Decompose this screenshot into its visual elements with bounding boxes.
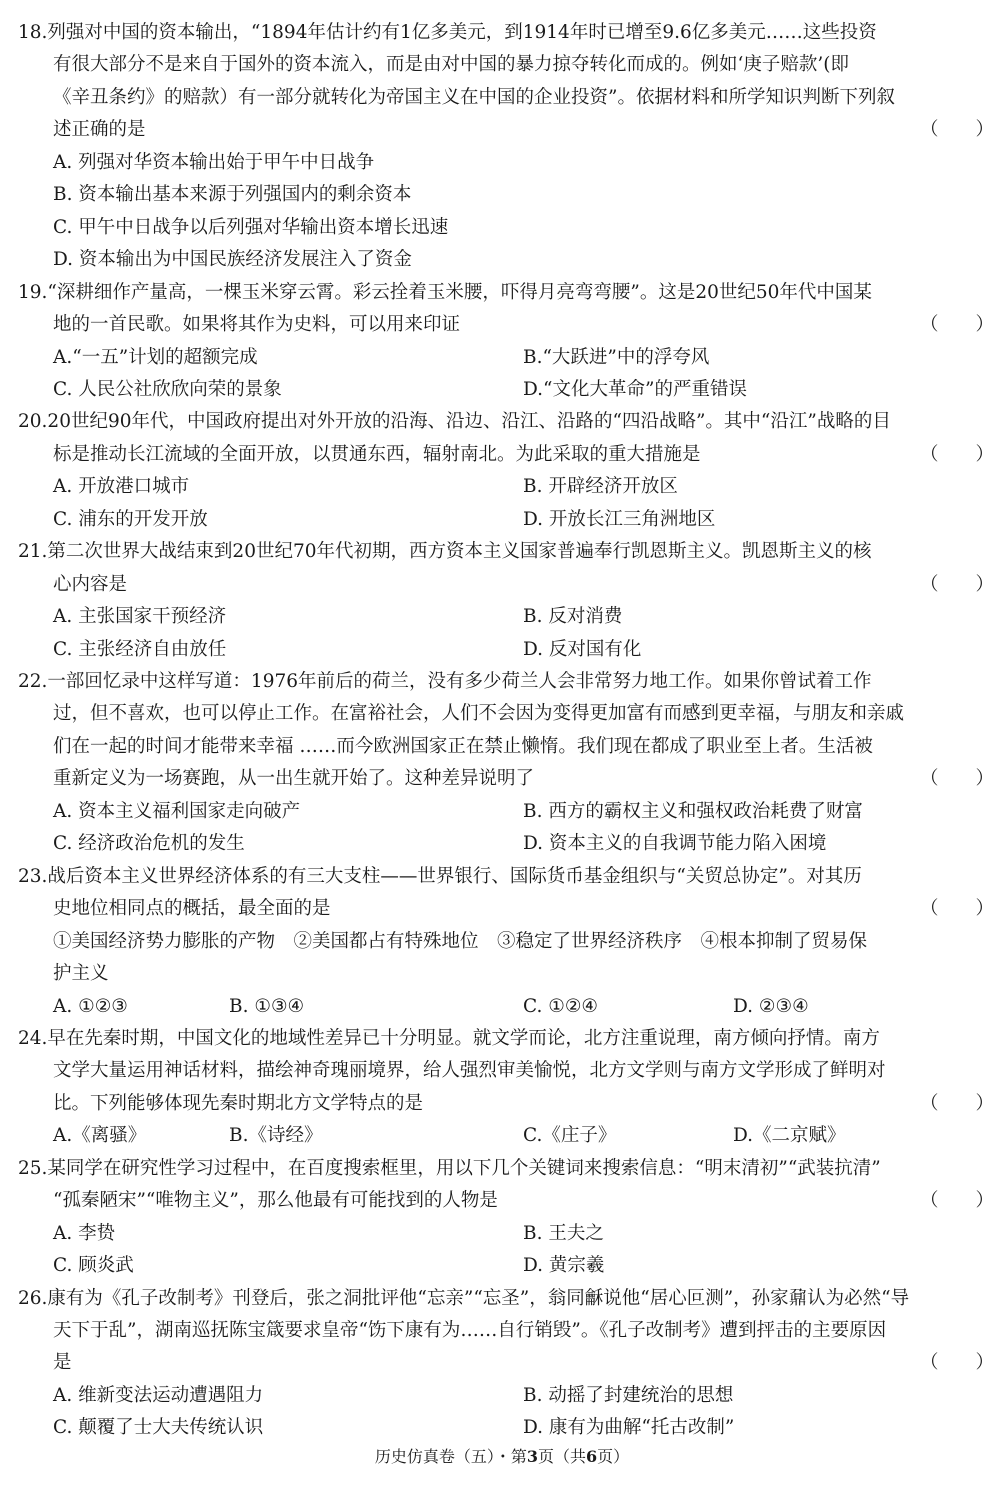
question-26-stem-line (53, 1315, 986, 1347)
option-D: D.“文化大革命”的严重错误 (523, 378, 747, 400)
question-stem-text: 一部回忆录中这样写道：1976年前后的荷兰，没有多少荷兰人会非常努力地工作。如果你曾试着工作 (47, 671, 872, 692)
option-A: A. 列强对华资本输出始于甲午中日战争 (53, 151, 375, 173)
option-C: C. 甲午中日战争以后列强对华输出资本增长迅速 (53, 216, 449, 238)
answer-paren: （ ） (920, 119, 995, 141)
question-stem-text: 有很大部分不是来自于国外的资本流入，而是由对中国的暴力掠夺转化而成的。例如‘庚子赔款’(即 (53, 54, 849, 76)
question-number: 22. (18, 671, 48, 692)
question-stem-text: 20世纪90年代，中国政府提出对外开放的沿海、沿边、沿江、沿路的“四沿战略”。其中“沿江”战略的目 (47, 411, 891, 433)
option-A: A.“一五”计划的超额完成 (53, 346, 258, 368)
question-stem-text: 地的一首民歌。如果将其作为史料，可以用来印证 (53, 314, 461, 336)
question-24-stem-line (53, 1088, 995, 1120)
options-row (53, 1380, 986, 1412)
question-23-stem-line (18, 861, 986, 893)
question-stem-text: 某同学在研究性学习过程中，在百度搜索框里，用以下几个关键词来搜索信息：“明末清初”“武装抗清” (47, 1157, 881, 1179)
options-row (53, 991, 986, 1023)
footer-page-number: 3 (526, 1447, 538, 1466)
question-25-stem-line (53, 1185, 995, 1217)
option-C: C. 颠覆了士大夫传统认识 (53, 1417, 264, 1439)
option-C: C. 浦东的开发开放 (53, 508, 208, 530)
question-number: 25. (18, 1157, 48, 1179)
question-21-stem-line (53, 569, 995, 601)
question-18-stem-line (53, 82, 986, 114)
option-D: D. 黄宗羲 (523, 1255, 605, 1277)
question-stem-text: “孤秦陋宋”“唯物主义”，那么他最有可能找到的人物是 (53, 1190, 498, 1212)
question-stem-text: 比。下列能够体现先秦时期北方文学特点的是 (53, 1092, 424, 1114)
question-stem-text: 第二次世界大战结束到20世纪70年代初期，西方资本主义国家普遍奉行凯恩斯主义。凯恩斯主义的核 (47, 541, 872, 563)
question-stem-text: 心内容是 (53, 573, 128, 595)
option-C: C. 主张经济自由放任 (53, 638, 227, 660)
option-D: D. 资本输出为中国民族经济发展注入了资金 (53, 249, 412, 271)
options-row (53, 504, 986, 536)
question-24-stem-line (18, 1023, 986, 1055)
option-C: C. ①②④ (523, 995, 599, 1017)
question-stem-text: 康有为《孔子改制考》刊登后，张之洞批评他“忘亲”“忘圣”，翁同龢说他“居心叵测”，孙家鼐认为必然“导 (47, 1287, 910, 1309)
option-B: B. 资本输出基本来源于列强国内的剩余资本 (53, 184, 412, 206)
answer-paren: （ ） (920, 443, 995, 465)
question-26-stem-line (18, 1283, 986, 1315)
question-number: 21. (18, 541, 48, 563)
options-row (53, 1120, 986, 1152)
statement-text: 护主义 (53, 963, 109, 985)
question-25-stem-line (18, 1153, 986, 1185)
question-19-stem-line (18, 277, 986, 309)
options-row (53, 374, 986, 406)
answer-paren: （ ） (920, 314, 995, 336)
question-stem-text: “深耕细作产量高，一棵玉米穿云霄。彩云拴着玉米腰，吓得月亮弯弯腰”。这是20世纪50年代中国某 (47, 281, 872, 303)
statement-text: ①美国经济势力膨胀的产物 ②美国都占有特殊地位 ③稳定了世界经济秩序 ④根本抑制了贸易保 (53, 930, 868, 952)
options-row (53, 147, 986, 179)
options-row (53, 342, 986, 374)
question-20-stem-line (53, 439, 995, 471)
question-18-stem-line (53, 49, 986, 81)
option-C: C. 经济政治危机的发生 (53, 833, 245, 855)
question-stem-text: 是 (53, 1352, 72, 1374)
answer-paren: （ ） (920, 1092, 995, 1114)
question-number: 18. (18, 22, 48, 43)
question-20-stem-line (18, 406, 986, 438)
option-B: B.《诗经》 (229, 1125, 323, 1147)
question-stem-text: 重新定义为一场赛跑，从一出生就开始了。这种差异说明了 (53, 768, 535, 790)
footer-suffix: 页） (597, 1447, 630, 1466)
option-A: A. 维新变法运动遭遇阻力 (53, 1384, 264, 1406)
option-A: A. 资本主义福利国家走向破产 (53, 800, 301, 822)
question-number: 26. (18, 1287, 48, 1309)
footer-total-pages: 6 (586, 1447, 598, 1466)
option-B: B. 王夫之 (523, 1222, 604, 1244)
option-A: A. 主张国家干预经济 (53, 606, 227, 628)
question-stem-text: 标是推动长江流域的全面开放，以贯通东西，辐射南北。为此采取的重大措施是 (53, 443, 701, 465)
question-number: 20. (18, 411, 48, 433)
option-C: C.《庄子》 (523, 1125, 617, 1147)
option-A: A.《离骚》 (53, 1125, 147, 1147)
option-D: D. 康有为曲解“托古改制” (523, 1417, 735, 1439)
options-row (53, 471, 986, 503)
option-B: B.“大跃进”中的浮夸风 (523, 346, 710, 368)
footer-middle: 页（共 (537, 1447, 586, 1466)
question-18-stem-line (18, 17, 986, 49)
options-row (53, 244, 986, 276)
question-22-stem-line (53, 763, 995, 795)
question-21-stem-line (18, 536, 986, 568)
options-row (53, 828, 986, 860)
question-statement-line (53, 958, 986, 990)
options-row (53, 1218, 986, 1250)
question-statement-line (53, 926, 986, 958)
question-stem-text: 战后资本主义世界经济体系的有三大支柱——世界银行、国际货币基金组织与“关贸总协定”。对其历 (47, 865, 862, 887)
option-B: B. 反对消费 (523, 606, 623, 628)
question-23-stem-line (53, 893, 995, 925)
options-row (53, 1412, 986, 1444)
option-D: D.《二京赋》 (733, 1125, 846, 1147)
option-B: B. 西方的霸权主义和强权政治耗费了财富 (523, 800, 863, 822)
question-stem-text: 过，但不喜欢，也可以停止工作。在富裕社会，人们不会因为变得更加富有而感到更幸福，与朋友和亲戚 (53, 703, 905, 725)
question-19-stem-line (53, 309, 995, 341)
question-stem-text: 史地位相同点的概括，最全面的是 (53, 898, 331, 920)
option-A: A. ①②③ (53, 995, 128, 1017)
answer-paren: （ ） (920, 898, 995, 920)
question-stem-text: 文学大量运用神话材料，描绘神奇瑰丽境界，给人强烈审美愉悦，北方文学则与南方文学形成了鲜明对 (53, 1060, 886, 1082)
options-row (53, 1250, 986, 1282)
question-24-stem-line (53, 1055, 986, 1087)
question-number: 23. (18, 865, 48, 887)
option-B: B. ①③④ (229, 995, 305, 1017)
options-row (53, 601, 986, 633)
answer-paren: （ ） (920, 1190, 995, 1212)
option-A: A. 李贽 (53, 1222, 116, 1244)
question-22-stem-line (18, 666, 986, 698)
option-C: C. 顾炎武 (53, 1255, 134, 1277)
options-row (53, 796, 986, 828)
question-stem-text: 天下于乱”，湖南巡抚陈宝箴要求皇帝“饬下康有为……自行销毁”。《孔子改制考》遭到抨击的主要原因 (53, 1320, 887, 1341)
question-number: 24. (18, 1027, 48, 1049)
option-B: B. 开辟经济开放区 (523, 476, 678, 498)
question-22-stem-line (53, 698, 986, 730)
option-C: C. 人民公社欣欣向荣的景象 (53, 378, 282, 400)
question-stem-text: 列强对中国的资本输出，“1894年估计约有1亿多美元，到1914年时已增至9.6亿多美元……这些投资 (47, 22, 877, 43)
options-row (53, 634, 986, 666)
options-row (53, 212, 986, 244)
option-B: B. 动摇了封建统治的思想 (523, 1384, 734, 1406)
question-22-stem-line (53, 731, 986, 763)
question-stem-text: 《辛丑条约》的赔款）有一部分就转化为帝国主义在中国的企业投资”。依据材料和所学知识判断下列叙 (53, 86, 895, 108)
answer-paren: （ ） (920, 768, 995, 790)
question-number: 19. (18, 281, 48, 303)
option-D: D. 资本主义的自我调节能力陷入困境 (523, 833, 827, 855)
answer-paren: （ ） (920, 1352, 995, 1374)
option-D: D. 反对国有化 (523, 638, 642, 660)
question-stem-text: 早在先秦时期，中国文化的地域性差异已十分明显。就文学而论，北方注重说理，南方倾向抒情。南方 (47, 1027, 880, 1049)
footer-title: 历史仿真卷（五）・第 (374, 1447, 527, 1466)
option-A: A. 开放港口城市 (53, 476, 190, 498)
question-stem-text: 述正确的是 (53, 119, 146, 141)
option-D: D. 开放长江三角洲地区 (523, 508, 716, 530)
answer-paren: （ ） (920, 573, 995, 595)
options-row (53, 179, 986, 211)
question-26-stem-line (53, 1347, 995, 1379)
question-18-stem-line (53, 114, 995, 146)
option-D: D. ②③④ (733, 995, 809, 1017)
page-footer (0, 1444, 1004, 1470)
question-stem-text: 们在一起的时间才能带来幸福 ……而今欧洲国家正在禁止懒惰。我们现在都成了职业至上者。生活被 (53, 735, 873, 757)
